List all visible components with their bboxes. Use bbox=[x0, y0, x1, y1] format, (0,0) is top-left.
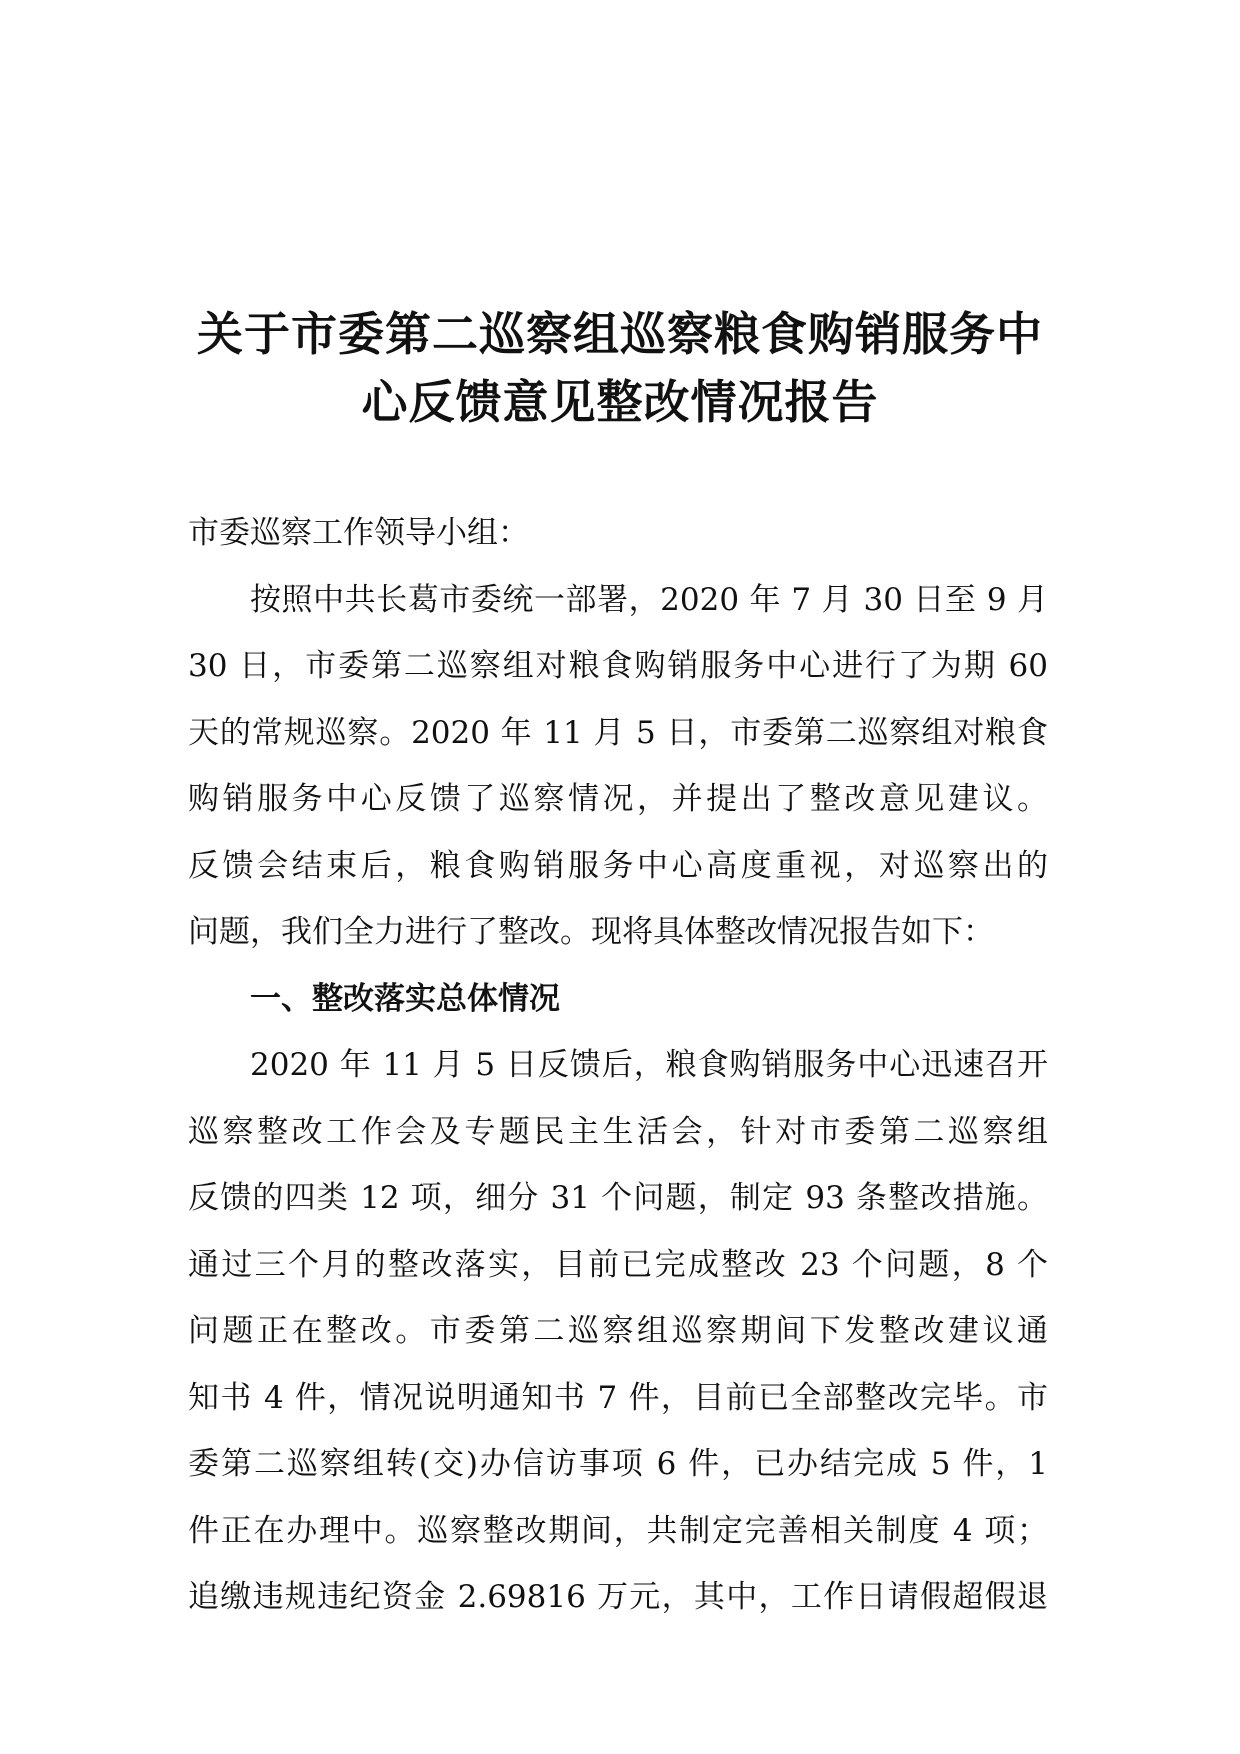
title-line-1: 关于市委第二巡察组巡察粮食购销服务中 bbox=[197, 307, 1043, 361]
paragraph-2-line: 件正在办理中。巡察整改期间，共制定完善相关制度 4 项； bbox=[188, 1512, 1048, 1549]
salutation: 市委巡察工作领导小组： bbox=[188, 515, 529, 551]
paragraph-1-line: 天的常规巡察。2020 年 11 月 5 日，市委第二巡察组对粮食 bbox=[188, 714, 1048, 751]
paragraph-1-line: 30 日，市委第二巡察组对粮食购销服务中心进行了为期 60 bbox=[188, 648, 1048, 684]
document-body bbox=[188, 500, 1048, 1631]
paragraph-2-line: 巡察整改工作会及专题民主生活会，针对市委第二巡察组 bbox=[188, 1113, 1048, 1150]
paragraph-1-line: 按照中共长葛市委统一部署，2020 年 7 月 30 日至 9 月 bbox=[250, 581, 1048, 618]
title-line-2: 心反馈意见整改情况报告 bbox=[361, 375, 879, 429]
paragraph-1-line: 反馈会结束后，粮食购销服务中心高度重视，对巡察出的 bbox=[188, 847, 1048, 884]
paragraph-2-line: 通过三个月的整改落实，目前已完成整改 23 个问题，8 个 bbox=[188, 1246, 1048, 1283]
paragraph-1-line: 购销服务中心反馈了巡察情况，并提出了整改意见建议。 bbox=[188, 781, 1048, 817]
paragraph-2-line: 追缴违规违纪资金 2.69816 万元，其中，工作日请假超假退 bbox=[188, 1579, 1048, 1615]
document-title bbox=[180, 300, 1060, 436]
paragraph-2-line: 知书 4 件，情况说明通知书 7 件，目前已全部整改完毕。市 bbox=[188, 1379, 1048, 1416]
paragraph-2-line: 问题正在整改。市委第二巡察组巡察期间下发整改建议通 bbox=[188, 1313, 1048, 1349]
paragraph-2-line: 委第二巡察组转(交)办信访事项 6 件，已办结完成 5 件，1 bbox=[188, 1446, 1048, 1482]
paragraph-2-line: 2020 年 11 月 5 日反馈后，粮食购销服务中心迅速召开 bbox=[250, 1047, 1048, 1083]
section-1-heading: 一、整改落实总体情况 bbox=[250, 980, 560, 1017]
paragraph-2-line: 反馈的四类 12 项，细分 31 个问题，制定 93 条整改措施。 bbox=[188, 1180, 1048, 1216]
paragraph-1-line: 问题，我们全力进行了整改。现将具体整改情况报告如下： bbox=[188, 914, 994, 950]
